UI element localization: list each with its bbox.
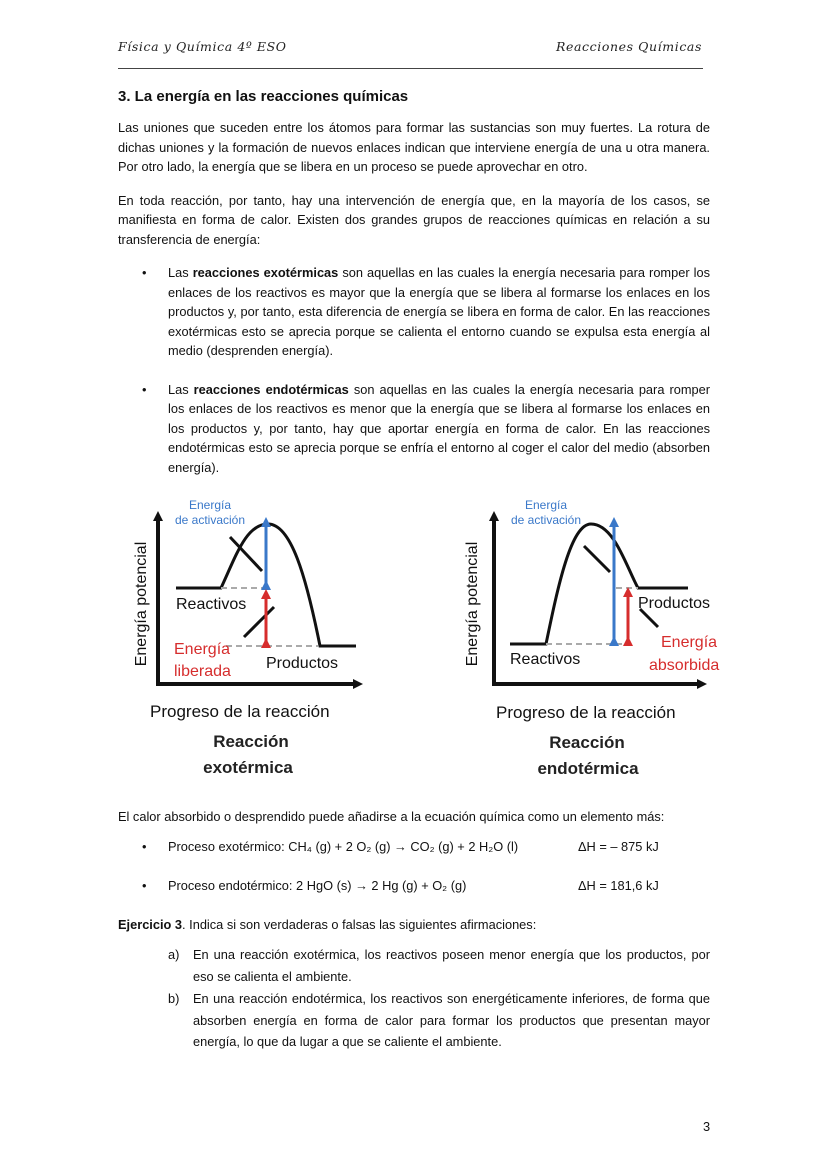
exo-x-axis-label: Progreso de la reacción — [150, 702, 330, 721]
exo-energy-label-1: Energía — [174, 641, 231, 658]
endo-activation-label-2: de activación — [510, 513, 582, 527]
endo-energy-label-1: Energía — [661, 634, 718, 651]
endo-x-axis-label: Progreso de la reacción — [496, 703, 676, 722]
equations-intro: El calor absorbido o desprendido puede añadirse a la ecuación química como un elemento más: — [118, 809, 665, 824]
equation-endothermic — [118, 876, 710, 898]
equation-reaction: CH₄ (g) + 2 O₂ (g) → CO₂ (g) + 2 H₂O (l) — [288, 838, 519, 854]
exo-catalyst-line — [230, 537, 262, 571]
exo-y-axis-label: Energía potencial — [133, 541, 150, 667]
exercise-instructions: . Indica si son verdaderas o falsas las siguientes afirmaciones: — [182, 916, 537, 932]
option-label: b) — [168, 991, 180, 1006]
bullet-exothermic — [118, 263, 710, 361]
exo-activation-label-2: de activación — [174, 513, 246, 527]
bullet-text: son aquellas en las cuales la energía necesaria para romper los enlaces de los reactivos es mayor que la energía que se libera al formarse los enlaces en los productos y, por tanto, esta diferencia de energía se libera en forma de calor. En las reacciones exotérmicas esto se aprecia porque se calienta el entorno cuando se expulsa esta energía al medio (desprenden energía). — [168, 265, 710, 358]
exercise-heading — [118, 915, 710, 935]
exo-diagram — [133, 498, 358, 777]
energy-diagrams-svg — [126, 496, 746, 791]
option-label: a) — [168, 947, 180, 962]
paragraph-1: Las uniones que suceden entre los átomos para formar las sustancias son muy fuertes. La rotura de dichas uniones y la formación de nuevos enlaces indican que interviene energía de una u otra manera. Por otro lado, la energía que se libera en un proceso se puede aprovechar en otro. — [118, 120, 710, 174]
bullet-prefix: Las — [168, 381, 194, 397]
equations-section — [118, 807, 710, 898]
page-number: 3 — [703, 1119, 711, 1134]
exo-energy-label-2: liberada — [174, 663, 231, 680]
endo-y-axis-label: Energía potencial — [464, 541, 481, 667]
exercise-options — [118, 944, 710, 1053]
exo-products-label: Productos — [266, 655, 339, 672]
energy-diagrams — [126, 496, 746, 791]
endo-energy-label-2: absorbida — [649, 657, 720, 674]
equation-reaction: 2 HgO (s) → 2 Hg (g) + O₂ (g) — [296, 877, 467, 893]
equation-label: Proceso exotérmico: — [168, 838, 289, 854]
equation-exothermic — [118, 837, 710, 859]
paragraph-2: En toda reacción, por tanto, hay una intervención de energía que, en la mayoría de los casos, se manifiesta en forma de calor. Existen dos grandes grupos de reacciones químicas en relación a su transferencia de energía: — [118, 192, 710, 247]
exercise-option — [118, 944, 710, 987]
section-title: 3. La energía en las reacciones químicas — [118, 88, 409, 105]
equation-enthalpy: ΔH = 181,6 kJ — [578, 877, 659, 893]
page-content — [118, 88, 720, 1054]
option-text: En una reacción endotérmica, los reactivos son energéticamente inferiores, de forma que absorben energía en forma de calor para formar los productos que presentan mayor energía, lo que da lugar a que se caliente el ambiente. — [193, 991, 710, 1049]
exo-activation-label-1: Energía — [188, 498, 232, 512]
exo-catalyst-line-2 — [244, 607, 274, 637]
endo-activation-label-1: Energía — [524, 498, 568, 512]
endo-diagram — [464, 498, 719, 778]
bullet-endothermic — [118, 380, 710, 478]
exo-caption-2: exotérmica — [203, 758, 293, 777]
bullet-text: son aquellas en las cuales la energía necesaria para romper los enlaces de los reactivos es menor que la energía que se libera al formarse los enlaces en los productos y, por tanto, hay que aportar energía en forma de calor. En las reacciones endotérmicas esto se aprecia porque se enfría el entorno al coger el calor del medio (absorben energía). — [168, 381, 710, 475]
endo-reactants-label: Reactivos — [510, 651, 581, 668]
exo-reactants-label: Reactivos — [176, 596, 247, 613]
bullet-term: reacciones exotérmicas — [192, 265, 339, 280]
exercise-option — [118, 988, 710, 1053]
endo-caption-2: endotérmica — [537, 759, 639, 778]
endo-catalyst-line — [584, 546, 610, 572]
bullet-term: reacciones endotérmicas — [193, 381, 349, 397]
endo-caption-1: Reacción — [549, 733, 625, 752]
exo-caption-1: Reacción — [213, 732, 289, 751]
header-right: Reacciones Químicas — [555, 39, 702, 54]
equation-label: Proceso endotérmico: — [168, 877, 297, 893]
exercise-title: Ejercicio 3 — [118, 916, 183, 932]
endo-products-label: Productos — [638, 595, 711, 612]
bullet-prefix: Las — [168, 265, 193, 280]
endo-energy-curve — [510, 524, 688, 644]
reaction-types-list — [118, 263, 710, 477]
header-rule — [118, 68, 703, 69]
option-text: En una reacción exotérmica, los reactivos poseen menor energía que los productos, por eso se calienta el ambiente. — [193, 947, 710, 984]
equation-enthalpy: ΔH = – 875 kJ — [578, 838, 659, 854]
header-left: Física y Química 4º ESO — [118, 39, 287, 54]
